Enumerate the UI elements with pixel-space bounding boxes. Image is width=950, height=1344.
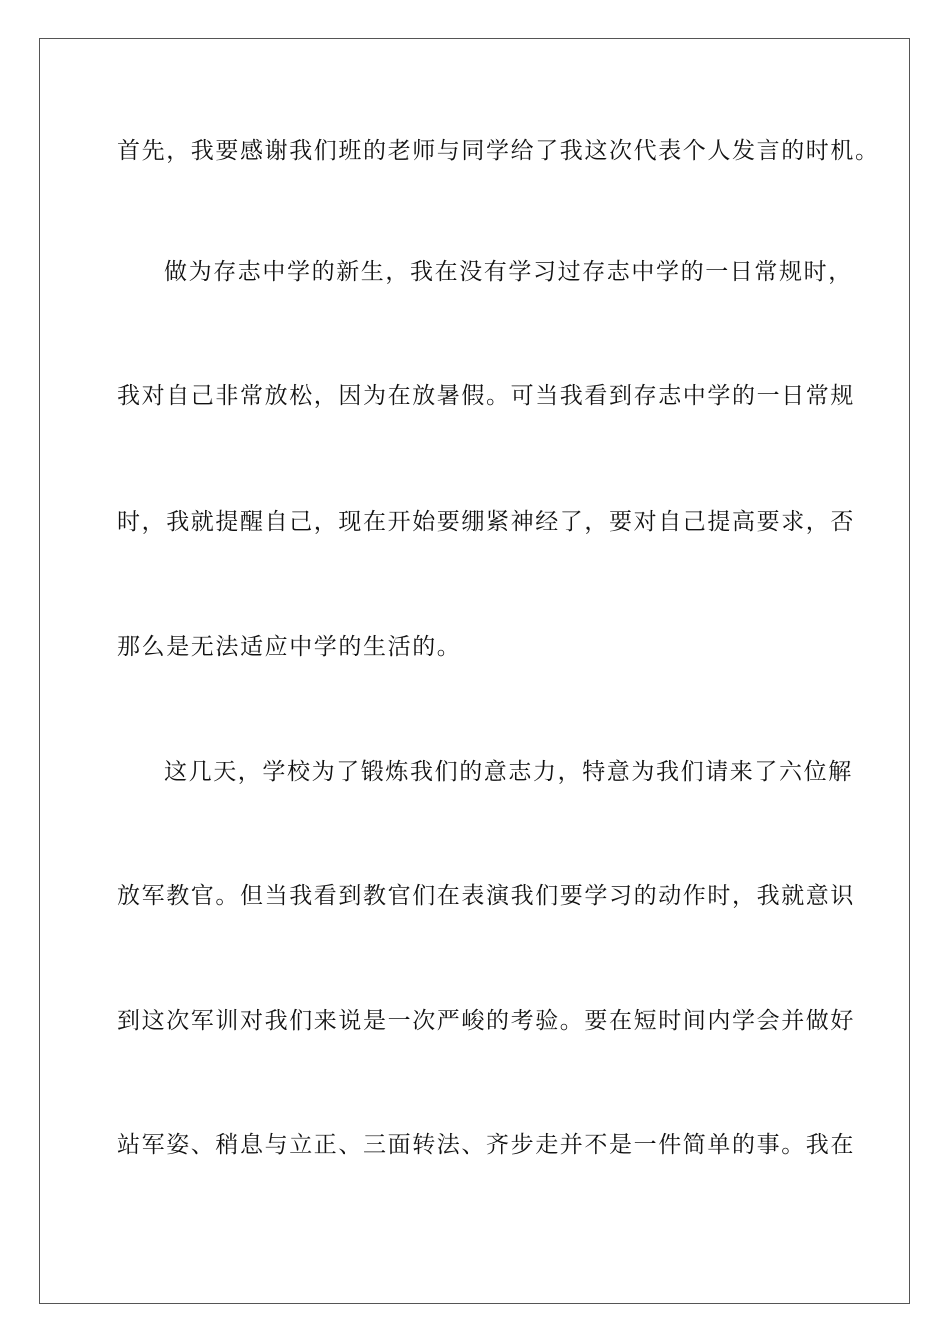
page-frame — [39, 38, 910, 1304]
text-line: 做为存志中学的新生，我在没有学习过存志中学的一日常规时， — [164, 259, 853, 285]
text-line: 到这次军训对我们来说是一次严峻的考验。要在短时间内学会并做好 — [117, 1008, 855, 1034]
text-line: 这几天，学校为了锻炼我们的意志力，特意为我们请来了六位解 — [164, 759, 853, 785]
text-line: 我对自己非常放松，因为在放暑假。可当我看到存志中学的一日常规 — [117, 383, 855, 409]
text-line: 那么是无法适应中学的生活的。 — [117, 634, 462, 660]
text-line: 时，我就提醒自己，现在开始要绷紧神经了，要对自己提高要求，否 — [117, 509, 855, 535]
text-line: 首先，我要感谢我们班的老师与同学给了我这次代表个人发言的时机。 — [117, 138, 880, 164]
text-line: 放军教官。但当我看到教官们在表演我们要学习的动作时，我就意识 — [117, 883, 855, 909]
text-line: 站军姿、稍息与立正、三面转法、齐步走并不是一件简单的事。我在 — [117, 1132, 855, 1158]
